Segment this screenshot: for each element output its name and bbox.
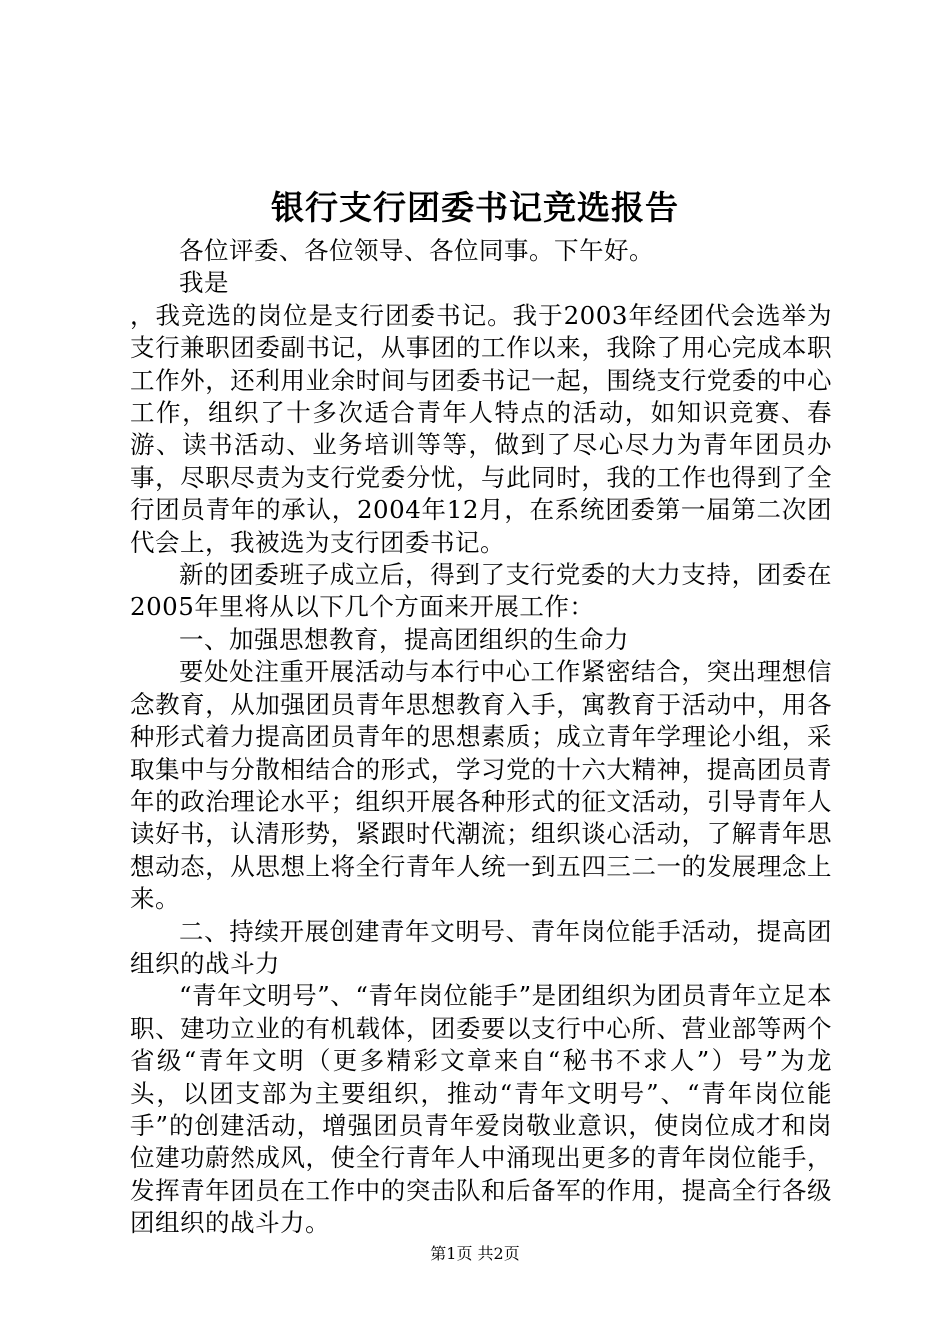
paragraph-background: ，我竞选的岗位是支行团委书记。我于2003年经团代会选举为支行兼职团委副书记，从事团的工作以来，我除了用心完成本职工作外，还利用业余时间与团委书记一起，围绕支行党委的中心工作，组织了十多次适合青年人特点的活动，如知识竞赛、春游、读书活动、业务培训等等，做到了尽心尽力为青年团员办事，尽职尽责为支行党委分忧，与此同时，我的工作也得到了全行团员青年的承认，2004年12月，在系统团委第一届第二次团代会上，我被选为支行团委书记。 (130, 300, 832, 557)
paragraph-section-1: 要处处注重开展活动与本行中心工作紧密结合，突出理想信念教育，从加强团员青年思想教育入手，寓教育于活动中，用各种形式着力提高团员青年的思想素质；成立青年学理论小组，采取集中与分散相结合的形式，学习党的十六大精神，提高团员青年的政治理论水平；组织开展各种形式的征文活动，引导青年人读好书，认清形势，紧跟时代潮流；组织谈心活动，了解青年思想动态，从思想上将全行青年人统一到五四三二一的发展理念上来。 (130, 657, 832, 914)
paragraph-greeting: 各位评委、各位领导、各位同事。下午好。 (179, 236, 654, 265)
section-heading-1: 一、加强思想教育，提高团组织的生命力 (179, 624, 629, 654)
paragraph-section-2: “青年文明号”、“青年岗位能手”是团组织为团员青年立足本职、建功立业的有机载体，团委要以支行中心所、营业部等两个省级“青年文明（更多精彩文章来自“秘书不求人”）号”为龙头，以团支部为主要组织，推动“青年文明号”、“青年岗位能手”的创建活动，增强团员青年爱岗敬业意识，使岗位成才和岗位建功蔚然成风，使全行青年人中涌现出更多的青年岗位能手，发挥青年团员在工作中的突击队和后备军的作用，提高全行各级团组织的战斗力。 (130, 981, 832, 1238)
section-heading-2: 二、持续开展创建青年文明号、青年岗位能手活动，提高团组织的战斗力 (130, 916, 832, 978)
paragraph-plan-intro: 新的团委班子成立后，得到了支行党委的大力支持，团委在2005年里将从以下几个方面来开展工作： (130, 560, 832, 622)
page-indicator: 第1页 共2页 (430, 1244, 520, 1263)
document-body (130, 235, 832, 1240)
document-title: 银行支行团委书记竞选报告 (271, 188, 679, 227)
paragraph-self-intro: 我是 (179, 268, 229, 298)
